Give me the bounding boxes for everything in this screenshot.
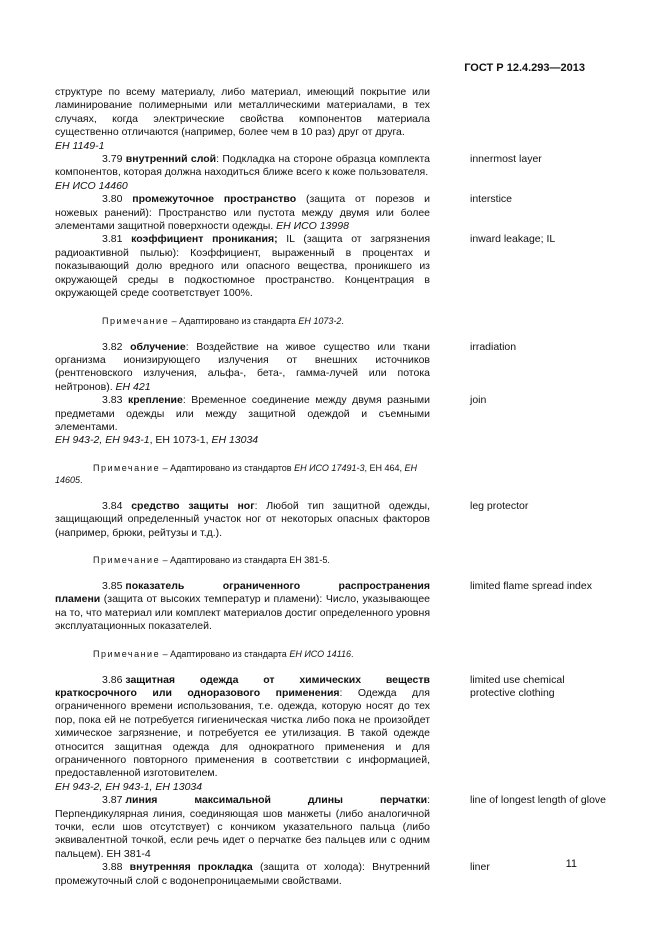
- term-definition: : Одежда для ограниченного времени использования, т.е. одежда, которую носят до тех пор, пока ей не потребуется гигиеническая чистка либо пока не произойдет химическое загрязнение, и потребуется ее утилизация. В такой одежде относится защитная одежда для однократного применения и для ограниченного повторного применения в соответствии с информацией, предоставленной изготовителем.: [55, 687, 430, 780]
- term-ref: ЕН ИСО 13998: [276, 220, 349, 233]
- term-name: крепление: [127, 394, 183, 407]
- term-definition: : Подкладка на стороне образца комплекта компонентов, которая должна находиться ближе всего к коже пользователя.: [55, 153, 430, 179]
- term-english: join: [470, 394, 487, 407]
- term-name: облучение: [130, 340, 186, 353]
- term-number: 3.83: [102, 394, 123, 407]
- note-label: Примечание: [93, 462, 161, 473]
- term-english: innermost layer: [470, 153, 542, 166]
- intro-ref: ЕН 1149-1: [55, 139, 105, 152]
- term-definition: (защита от порезов и ножевых ранений): Пространство или пустота между двумя или более элементами защитной поверхности одежды.: [55, 193, 431, 233]
- term-name: коэффициент проникания;: [131, 233, 278, 246]
- term-definition: : Любой тип защитной одежды, защищающий определенный участок ног от некоторых опасных факторов (например, брюки, рейтузы и т.д.).: [55, 499, 430, 539]
- term-english: inward leakage; IL: [470, 233, 556, 246]
- term-entry-3-86: 3.86 защитная одежда от химических веществ краткосрочного или одноразового применения: Одежда для ограниченного времени использования, т.е. одежда, которую носят до тех пор, пока ей не потребуется гигиеническая чистка либо пока не произойдет химическое загрязнение, и потребуется ее утилизация. В такой одежде относится защитная одежда для однократного применения и для ограниченного повторного применения в соответствии с информацией, предоставленной изготовителем. ЕН 943-2, ЕН 943-1, ЕН 13034 limited use chemical protective clothing: [55, 674, 610, 795]
- note-3-84: Примечание – Адаптировано из стандарта ЕН 381-5.: [93, 554, 330, 565]
- term-ref-3-83: ЕН 943-2, ЕН 943-1, ЕН 1073-1, ЕН 13034: [55, 434, 259, 447]
- term-ref: ЕН 943-2, ЕН 943-1, ЕН 13034: [55, 780, 203, 793]
- term-english: limited use chemical protective clothing: [470, 673, 565, 699]
- intro-paragraph: [55, 86, 610, 153]
- term-definition: Перпендикулярная линия, соединяющая шов манжеты (либо аналогичной точки, если шов отсутствует) с кончиком указательного пальца (либо эквивалентной точкой, если речь идет о перчатке без пальцев или с одним пальцем). ЕН 381-4: [55, 807, 430, 860]
- note-3-85: Примечание – Адаптировано из стандарта ЕН ИСО 14116.: [93, 648, 354, 659]
- term-english: line of longest length of glove: [470, 794, 607, 807]
- term-name: пламени: [55, 593, 101, 606]
- note-3-83: Примечание – Адаптировано из стандартов ЕН ИСО 17491-3, ЕН 464, ЕН 14605.: [55, 462, 418, 485]
- term-number: 3.86: [102, 673, 123, 686]
- term-english: liner: [470, 861, 490, 874]
- term-number: 3.88: [102, 861, 123, 874]
- term-number: 3.81: [102, 233, 123, 246]
- page-header: ГОСТ Р 12.4.293—2013: [464, 62, 585, 74]
- term-entry-3-80: [55, 193, 610, 233]
- term-number: 3.85: [102, 579, 123, 592]
- term-definition: (защита от холода): Внутренний промежуточный слой с водонепроницаемыми свойствами.: [55, 861, 430, 887]
- term-english: irradiation: [470, 340, 517, 353]
- term-ref: ЕН 421: [115, 380, 151, 393]
- term-name: промежуточное пространство: [132, 193, 297, 206]
- note-label: Примечание: [93, 648, 161, 659]
- term-definition: IL (защита от загрязнения радиоактивной пылью): Коэффициент, выраженный в процентах и показывающий долю вредного или опасного вещества, проникшего из окружающей среды в подкостюмное пространство. Концентрация в окружающей среде соответствует 100%.: [55, 233, 431, 300]
- note-3-81: Примечание – Адаптировано из стандарта ЕН 1073-2.: [102, 315, 344, 326]
- term-entry-3-83: [55, 394, 610, 434]
- term-entry-3-88: [55, 861, 610, 888]
- term-name: краткосрочного или одноразового применения: [55, 687, 340, 699]
- term-number: 3.87: [102, 794, 123, 807]
- term-number: 3.79: [102, 153, 123, 166]
- intro-text: структуре по всему материалу, либо материал, имеющий покрытие или ламинирование полимерными или металлическими материалами, в тех случаях, когда электрические свойства компонентов материала существенно отличаются (например, более чем в 10 раз) друг от друга.: [55, 86, 430, 139]
- page-number: 11: [565, 858, 577, 870]
- term-number: 3.80: [102, 193, 123, 206]
- term-definition: (защита от высоких температур и пламени): Число, указывающее на то, что материал или комплект материалов достиг определенного уровня эксплуатационных показателей.: [55, 593, 430, 633]
- term-definition: : Временное соединение между двумя разными предметами одежды или между защитной одеждой и съемными элементами.: [55, 394, 430, 433]
- note-label: Примечание: [93, 554, 161, 565]
- term-number: 3.84: [102, 499, 123, 512]
- term-entry-3-82: [55, 341, 610, 395]
- term-number: 3.82: [102, 340, 123, 353]
- note-label: Примечание: [102, 315, 170, 326]
- term-definition: : Воздействие на живое существо или ткани организма ионизирующего излучения от внешних источников (рентгеновского излучения, альфа-, бета-, гамма-лучей или потока нейтронов).: [55, 340, 430, 393]
- term-english: limited flame spread index: [470, 579, 592, 592]
- term-ref: ЕН ИСО 14460: [55, 179, 128, 192]
- term-entry-3-79: [55, 153, 610, 180]
- document-content: [55, 86, 610, 888]
- term-english: leg protector: [470, 499, 529, 512]
- term-name: средство защиты ног: [131, 499, 255, 512]
- term-entry-3-85: 3.85 показатель ограниченного распространения пламени (защита от высоких температур и пламени): Число, указывающее на то, что материал или комплект материалов достиг определенного уровня эксплуатационных показателей. limited flame spread index: [55, 580, 610, 634]
- term-entry-3-81: [55, 233, 610, 300]
- term-entry-3-87: 3.87 линия максимальной длины перчатки: Перпендикулярная линия, соединяющая шов манжеты (либо аналогичной точки, если шов отсутствует) с кончиком указательного пальца (либо эквивалентной точкой, если речь идет о перчатке без пальцев или с одним пальцем). ЕН 381-4 line of longest length of glove: [55, 794, 610, 861]
- term-name: внутренний слой: [125, 153, 217, 166]
- term-english: interstice: [470, 193, 513, 206]
- term-entry-3-84: [55, 500, 610, 540]
- term-name: внутренняя прокладка: [129, 861, 253, 874]
